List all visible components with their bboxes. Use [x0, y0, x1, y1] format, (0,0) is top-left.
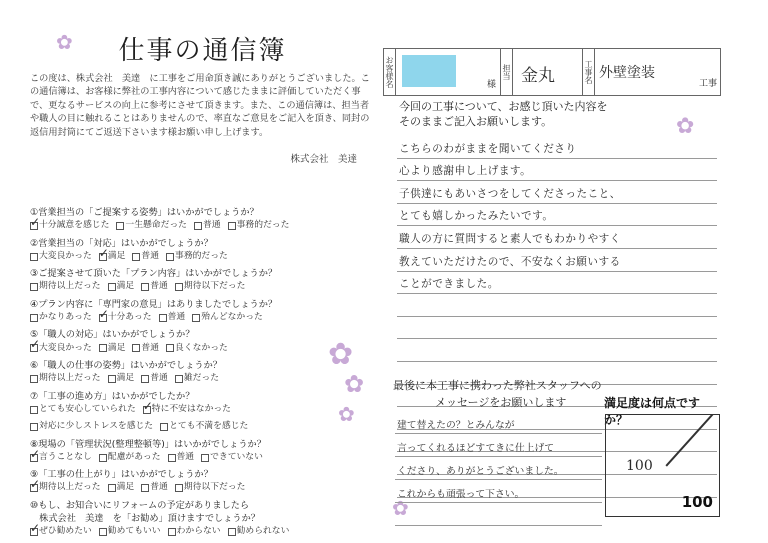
comment-prompt-line1: 今回の工事について、お感じ頂いた内容を: [399, 100, 608, 113]
option-row: [30, 403, 375, 419]
checkbox[interactable]: [30, 314, 38, 322]
checkbox-option[interactable]: [141, 280, 168, 294]
checkbox[interactable]: [30, 423, 38, 431]
checkbox-option[interactable]: [159, 311, 186, 325]
checkbox-option[interactable]: [228, 219, 290, 233]
checked-checkbox[interactable]: [99, 314, 107, 322]
question-text: ⑨「工事の仕上がり」はいかがでしょうか？: [30, 469, 213, 481]
option-label: 満足: [107, 250, 126, 261]
question-text: ⑤「職人の対応」はいかがでしょうか？: [30, 329, 195, 341]
checkbox[interactable]: [30, 375, 38, 383]
flower-icon: ✿: [56, 30, 73, 54]
checkbox-option[interactable]: [30, 342, 92, 356]
checkbox-option[interactable]: [99, 342, 126, 356]
checkbox-option[interactable]: [201, 451, 263, 465]
checkbox-option[interactable]: [108, 481, 135, 495]
checkbox-option[interactable]: [99, 250, 126, 264]
option-row: [30, 311, 375, 327]
checkbox[interactable]: [160, 423, 168, 431]
score-value: 100: [626, 458, 653, 474]
option-label: かなりあった: [39, 311, 92, 322]
option-label: 十分誠意を感じた: [39, 220, 110, 231]
checkbox-option[interactable]: [168, 451, 195, 465]
option-label: とても安心していられた: [39, 403, 136, 414]
option-label: とても不満を感じた: [169, 421, 249, 432]
checkbox-option[interactable]: [194, 219, 221, 233]
checkbox[interactable]: [175, 484, 183, 492]
job-cell[interactable]: [595, 49, 720, 95]
intro-text: この度は、株式会社 美達 に工事をご用命頂き誠にありがとうございました。この通信簿は、お客様に弊社の工事内容について感じたままに評価していただく事で、更なるサービスの向上に参考にさせて頂きます。また、この通信簿は、担当者や職人の目に触れることはありませんので、率直なご意見をご記入を頂き、同封の返信用封筒にてご返送下さいます様お願い申し上げます。: [30, 73, 370, 138]
comment-line[interactable]: [397, 317, 717, 340]
question-text: ⑦「工事の進め方」はいかがでしたか？: [30, 390, 195, 402]
checkbox-option[interactable]: [166, 342, 228, 356]
checkbox-option[interactable]: [116, 219, 187, 233]
score-box[interactable]: [605, 414, 720, 517]
comment-text: ことができました。: [399, 278, 499, 291]
job-label: 工事名: [583, 49, 595, 95]
option-row: [30, 481, 375, 497]
checkbox[interactable]: [108, 484, 116, 492]
koji-label: 工事: [698, 79, 717, 89]
option-label: 普通: [141, 342, 160, 353]
message-prompt-line2: メッセージをお願いします: [435, 396, 567, 409]
option-row: [30, 280, 375, 296]
option-label: 特に不安はなかった: [151, 403, 231, 414]
message-line[interactable]: [395, 503, 602, 526]
checkbox[interactable]: [99, 454, 107, 462]
flower-icon: ✿: [344, 370, 365, 398]
option-label: 殆んどなかった: [201, 311, 263, 322]
checkbox-option[interactable]: [30, 525, 92, 539]
checkbox[interactable]: [141, 375, 149, 383]
checkbox[interactable]: [228, 222, 236, 230]
option-label: 普通: [150, 281, 168, 292]
option-label: 期待以上だった: [39, 373, 101, 384]
checkbox-option[interactable]: [166, 250, 228, 264]
checkbox-option[interactable]: [108, 372, 135, 386]
message-line[interactable]: [395, 411, 602, 434]
checked-checkbox[interactable]: [30, 528, 38, 536]
checkbox-option[interactable]: [30, 280, 101, 294]
option-label: 言うことなし: [39, 451, 92, 462]
tanto-cell[interactable]: [513, 49, 583, 95]
checkbox[interactable]: [166, 253, 174, 261]
header-table: [383, 48, 721, 96]
checkbox[interactable]: [168, 454, 176, 462]
option-label: 満足: [116, 482, 135, 493]
flower-icon: ✿: [328, 337, 354, 372]
question-text: ③ご提案させて頂いた「プラン内容」はいかがでしょうか？: [30, 268, 278, 280]
comment-line[interactable]: [397, 272, 717, 295]
question-text: ②営業担当の「対応」はいかがでしょうか？: [30, 237, 213, 249]
option-label: 満足: [116, 281, 135, 292]
option-label: 雑だった: [183, 373, 220, 384]
comment-prompt: [399, 99, 608, 129]
checkbox-option[interactable]: [108, 280, 135, 294]
option-label: 期待以下だった: [183, 482, 246, 493]
tanto-label: 担当: [501, 49, 513, 95]
option-label: 普通: [141, 250, 160, 261]
checkbox-option[interactable]: [99, 451, 161, 465]
checkbox-option[interactable]: [141, 481, 168, 495]
option-label: 勧められない: [236, 526, 290, 537]
checkbox[interactable]: [30, 283, 38, 291]
checked-checkbox[interactable]: [30, 344, 38, 352]
checkbox[interactable]: [175, 375, 183, 383]
comment-text: 教えていただけたので、不安なくお願いする: [399, 255, 621, 268]
checkbox[interactable]: [159, 314, 167, 322]
option-label: 期待以上だった: [39, 482, 101, 493]
question-text: ⑥「職人の仕事の姿勢」はいかがでしょうか？: [30, 359, 222, 371]
checkbox-option[interactable]: [132, 250, 159, 264]
question-text: 株式会社 美達 を「お勧め」頂けますでしょうか？: [30, 512, 260, 524]
tanto-name: 金丸: [521, 66, 555, 86]
flower-icon: ✿: [392, 496, 409, 520]
question-text: ①営業担当の「ご提案する姿勢」はいかがでしょうか？: [30, 207, 259, 218]
sama-label: 様: [486, 80, 496, 90]
checkbox[interactable]: [116, 222, 124, 230]
checkbox[interactable]: [108, 283, 116, 291]
option-row: [30, 451, 375, 467]
redacted-customer-name: [402, 55, 456, 87]
checkbox-option[interactable]: [99, 525, 161, 539]
company-signature: 株式会社 美達: [290, 154, 357, 165]
score-divider: [665, 414, 720, 466]
message-text: くださり、ありがとうございました。: [397, 466, 564, 477]
page-title: 仕事の通信簿: [118, 36, 287, 66]
checkbox[interactable]: [175, 283, 183, 291]
checkbox-option[interactable]: [192, 311, 263, 325]
checkbox[interactable]: [194, 222, 202, 230]
comment-line[interactable]: [397, 181, 717, 204]
checked-checkbox[interactable]: [99, 253, 107, 261]
option-label: 普通: [150, 373, 168, 384]
option-row: [30, 372, 375, 388]
checkbox-option[interactable]: [30, 311, 92, 325]
option-label: 事務的だった: [236, 220, 290, 231]
comment-text: とても嬉しかったみたいです。: [399, 210, 554, 223]
checked-checkbox[interactable]: [30, 484, 38, 492]
checkbox[interactable]: [228, 528, 236, 536]
checkbox[interactable]: [168, 528, 176, 536]
option-row: [30, 250, 375, 266]
checkbox-option[interactable]: [175, 372, 219, 386]
comment-prompt-line2: そのままご記入お願いします。: [399, 115, 553, 128]
comment-line[interactable]: [397, 159, 717, 182]
question-text: ④プラン内容に「専門家の意見」はありましたでしょうか？: [30, 298, 278, 310]
question-text: ⑩もし、お知合いにリフォームの予定がありましたら: [30, 499, 250, 511]
checkbox-option[interactable]: [175, 481, 246, 495]
checkbox-option[interactable]: [30, 219, 109, 233]
checkbox-option[interactable]: [30, 420, 153, 434]
option-label: 一生懸命だった: [125, 220, 187, 231]
flower-icon: ✿: [338, 402, 355, 426]
option-label: 期待以上だった: [39, 281, 101, 292]
checkbox-option[interactable]: [168, 525, 221, 539]
option-label: できていない: [210, 451, 263, 462]
message-line[interactable]: [395, 480, 602, 503]
checkbox-option[interactable]: [175, 280, 246, 294]
checkbox[interactable]: [132, 344, 140, 352]
checkbox-option[interactable]: [228, 525, 290, 539]
option-label: 配慮があった: [107, 451, 161, 462]
option-label: 満足: [107, 342, 126, 353]
option-label: わからない: [176, 526, 221, 537]
question-text: ⑧現場の「管理状況(整理整頓等)」はいかがでしょうか？: [30, 438, 266, 450]
checkbox-option[interactable]: [143, 403, 231, 417]
checkbox-option[interactable]: [30, 250, 92, 264]
checkbox[interactable]: [99, 528, 107, 536]
questionnaire: [30, 206, 375, 543]
comment-line[interactable]: [397, 249, 717, 272]
option-label: 満足: [116, 373, 135, 384]
comment-line[interactable]: [397, 339, 717, 362]
checked-checkbox[interactable]: [143, 406, 151, 414]
checkbox-option[interactable]: [30, 372, 101, 386]
message-prompt-line1: 最後に本工事に携わった弊社スタッフへの: [393, 379, 602, 392]
satisfaction-question: 満足度は何点ですか？: [604, 396, 701, 427]
checkbox-option[interactable]: [160, 420, 248, 434]
option-label: ぜひ勧めたい: [39, 526, 92, 537]
option-label: 良くなかった: [175, 342, 228, 353]
checked-checkbox[interactable]: [30, 222, 38, 230]
option-label: 普通: [167, 311, 186, 322]
message-lines: [395, 411, 602, 526]
checkbox[interactable]: [99, 344, 107, 352]
message-line[interactable]: [395, 434, 602, 457]
comment-text: こちらのわがままを聞いてくださり: [399, 142, 577, 155]
option-label: 普通: [202, 220, 221, 231]
checked-checkbox[interactable]: [30, 454, 38, 462]
checkbox-option[interactable]: [30, 451, 92, 465]
comment-line[interactable]: [397, 204, 717, 227]
message-line[interactable]: [395, 457, 602, 480]
comment-text: 心より感謝申し上げます。: [399, 165, 532, 178]
customer-name-cell[interactable]: [396, 49, 501, 95]
checkbox-option[interactable]: [30, 481, 101, 495]
message-text: 言ってくれるほどすてきに仕上げて: [397, 443, 555, 454]
checkbox[interactable]: [30, 253, 38, 261]
option-label: 普通: [150, 482, 168, 493]
option-label: 普通: [176, 451, 195, 462]
checkbox[interactable]: [141, 283, 149, 291]
option-row: [30, 342, 375, 358]
comment-line[interactable]: [397, 136, 717, 159]
right-panel: [383, 48, 721, 513]
option-label: 対応に少しストレスを感じた: [39, 421, 154, 432]
customer-label: お客様名: [384, 49, 396, 95]
flower-icon: ✿: [676, 114, 695, 139]
comment-line[interactable]: [397, 294, 717, 317]
option-row: [30, 219, 375, 235]
checkbox-option[interactable]: [99, 311, 152, 325]
option-label: 勧めてもいい: [107, 526, 161, 537]
checkbox-option[interactable]: [132, 342, 159, 356]
checkbox[interactable]: [30, 406, 38, 414]
checkbox[interactable]: [132, 253, 140, 261]
score-max: 100: [681, 493, 713, 511]
option-label: 十分あった: [107, 311, 152, 322]
option-label: 事務的だった: [175, 250, 228, 261]
checkbox-option[interactable]: [30, 403, 136, 417]
option-row: [30, 420, 375, 436]
option-row: [30, 525, 375, 541]
message-text: 建て替えたの？とみんなが: [397, 420, 515, 431]
checkbox[interactable]: [192, 314, 200, 322]
checkbox-option[interactable]: [141, 372, 168, 386]
option-label: 大変良かった: [39, 250, 92, 261]
checkbox[interactable]: [141, 484, 149, 492]
comment-text: 子供達にもあいさつをしてくださったこと、: [399, 187, 621, 200]
comment-line[interactable]: [397, 226, 717, 249]
checkbox[interactable]: [108, 375, 116, 383]
option-label: 期待以下だった: [183, 281, 246, 292]
message-text: これからも頑張って下さい。: [397, 489, 525, 500]
option-label: 大変良かった: [39, 342, 92, 353]
checkbox[interactable]: [201, 454, 209, 462]
comment-text: 職人の方に質問すると素人でもわかりやすく: [399, 232, 621, 245]
job-name: 外壁塗装: [599, 65, 655, 81]
checkbox[interactable]: [166, 344, 174, 352]
